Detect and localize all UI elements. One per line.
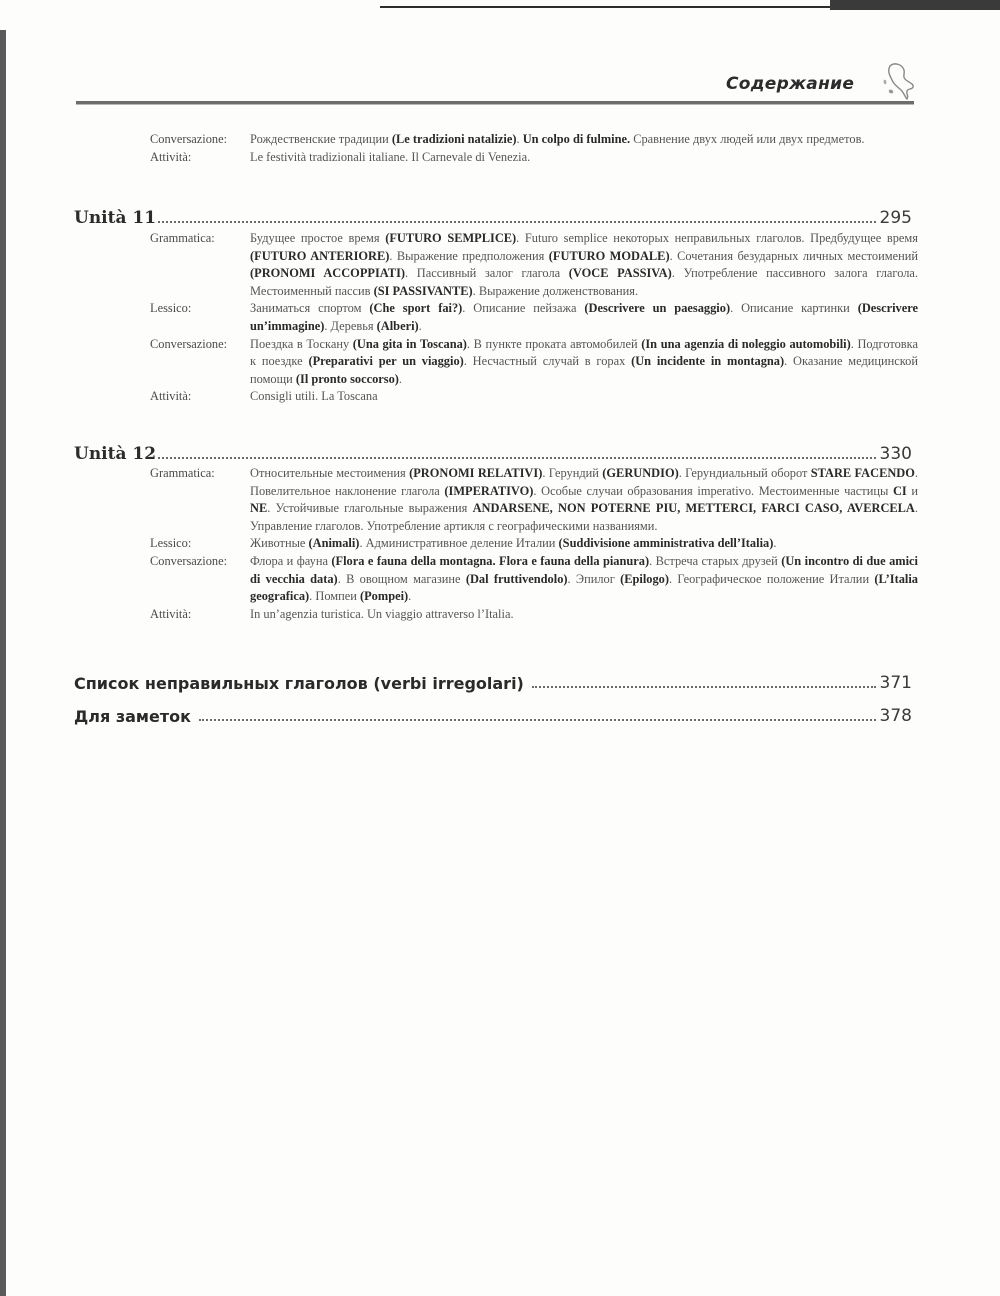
scan-edge-left [0,30,6,1296]
toc-entry-row [0,465,1000,535]
toc-entry-row [0,300,1000,335]
leader-dots [158,457,875,459]
header-rule [76,101,914,105]
entry-text: In un’agenzia turistica. Un viaggio attraverso l’Italia. [250,606,514,621]
toc-entry-row [0,553,1000,606]
unit-11-heading[interactable] [74,202,912,228]
leader-dots [199,719,876,721]
toc-entry-row [0,336,1000,389]
running-header-title: Содержание [726,74,855,94]
entry-text: Флора и фауна (Flora e fauna della montagna. Flora e fauna della pianura). Встреча старых друзей (Un incontro di due amici di vecchia data). В овощном магазине (Dal fruttivendolo). Эпилог (Epilogo). Географическое положение Италии (L’Italia geografica). Помпеи (Pompei). [250,553,918,604]
italy-map-icon [880,60,920,104]
leader-dots [158,221,875,223]
toc-notes[interactable] [74,700,912,726]
entry-label: Attività: [150,389,192,404]
toc-entry-row [0,535,1000,553]
unit-12-contents [0,465,1000,623]
page-number: 295 [879,208,912,228]
unit-11-contents [0,230,1000,406]
toc-entry-row [0,606,1000,624]
entry-label: Conversazione: [150,336,228,351]
page-number: 371 [879,673,912,693]
entry-label: Grammatica: [150,231,215,245]
entry-label: Conversazione: [150,132,228,146]
unit-title: Unità 12 [74,444,157,464]
page-number: 330 [879,444,912,464]
toc-entry-row [0,230,1000,300]
toc-entry-row [0,149,1000,167]
entry-text: Заниматься спортом (Che sport fai?). Описание пейзажа (Descrivere un paesaggio). Описание картинки (Descrivere un’immagine). Деревья (Alberi). [250,301,919,333]
entry-text: Животные (Animali). Административное деление Италии (Suddivisione amministrativa dell’Italia). [250,536,777,551]
unit10-continuation [0,131,1000,166]
unit-12-heading[interactable] [74,438,912,464]
scan-edge-top-dark [830,0,1000,10]
toc-entry-title: Для заметок [74,707,191,726]
entry-label: Attività: [150,149,192,164]
entry-text: Le festività tradizionali italiane. Il Carnevale di Venezia. [250,149,531,164]
entry-label: Grammatica: [150,466,215,480]
page-number: 378 [879,706,912,726]
entry-text: Относительные местоимения (PRONOMI RELATIVI). Герундий (GERUNDIO). Герундиальный оборот STARE FACENDO. Повелительное наклонение глагола (IMPERATIVO). Особые случаи образования imperativo. Местоименные частицы CI и NE. Устойчивые глагольные выражения ANDARSENE, NON POTERNE PIU, METTERCI, FARCI CASO, AVERCELA. Управление глаголов. Употребление артикля с географическими названиями. [250,466,918,533]
leader-dots [532,686,876,688]
entry-label: Attività: [150,606,192,621]
toc-entry-row [0,388,1000,406]
entry-text: Будущее простое время (FUTURO SEMPLICE). Futuro semplice некоторых неправильных глаголов. Предбудущее время (FUTURO ANTERIORE). Выражение предположения (FUTURO MODALE). Сочетания безударных личных местоимений (PRONOMI ACCOPPIATI). Пассивный залог глагола (VOCE PASSIVA). Употребление пассивного залога глагола. Местоименный пассив (SI PASSIVANTE). Выражение долженствования. [250,231,919,298]
entry-text: Поездка в Тоскану (Una gita in Toscana). В пункте проката автомобилей (In una agenzia di noleggio automobili). Подготовка к поездке (Preparativi per un viaggio). Несчастный случай в горах (Un incidente in montagna). Оказание медицинской помощи (Il pronto soccorso). [250,336,919,386]
entry-label: Lessico: [150,301,192,316]
toc-irregular-verbs[interactable] [74,667,912,693]
toc-entry-title: Список неправильных глаголов (verbi irregolari) [74,674,524,693]
entry-label: Lessico: [150,536,192,551]
entry-text: Рождественские традиции (Le tradizioni natalizie). Un colpo di fulmine. Сравнение двух людей или двух предметов. [250,132,865,146]
toc-entry-row [0,131,1000,149]
entry-label: Conversazione: [150,553,228,568]
unit-title: Unità 11 [74,208,157,228]
entry-text: Consigli utili. La Toscana [250,389,378,404]
